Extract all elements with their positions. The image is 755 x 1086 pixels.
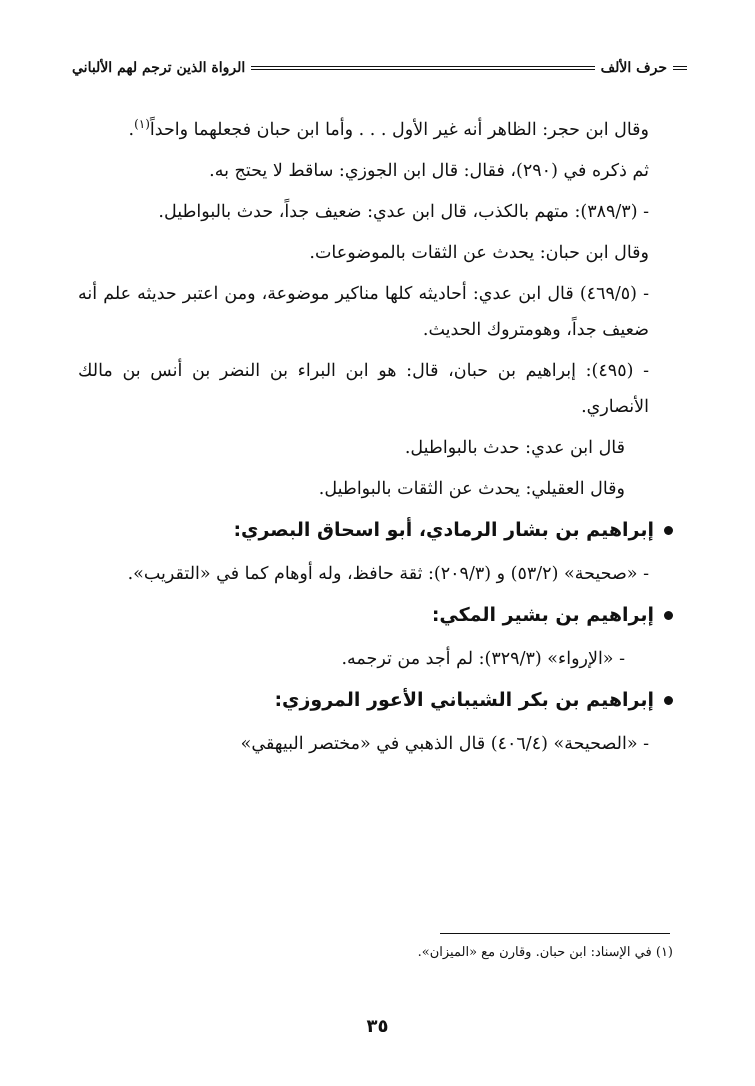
entry-title: إبراهيم بن بشار الرمادي، أبو اسحاق البصري: [233, 519, 654, 541]
bullet-icon [664, 526, 673, 535]
book-title: الرواة الذين ترجم لهم الألباني [72, 60, 246, 76]
bullet-icon [664, 696, 673, 705]
running-header [72, 56, 687, 80]
paragraph [78, 112, 673, 148]
paragraph: ثم ذكره في (٢٩٠)، فقال: قال ابن الجوزي: ساقط لا يحتج به. [209, 161, 649, 181]
paragraph: - «الإرواء» (٣٢٩/٣): لم أجد من ترجمه. [341, 649, 625, 669]
bullet-icon [664, 611, 673, 620]
paragraph: - «صحيحة» (٥٣/٢) و (٢٠٩/٣): ثقة حافظ، وله أوهام كما في «التقريب». [127, 564, 649, 584]
paragraph-text: وقال ابن حجر: الظاهر أنه غير الأول . . . وأما ابن حبان فجعلهما واحداً [149, 120, 649, 140]
paragraph-end: . [128, 120, 135, 140]
paragraph: قال ابن عدي: حدث بالبواطيل. [404, 438, 625, 458]
main-text [78, 112, 673, 767]
header-rule-short [673, 66, 687, 70]
page-number: ٣٥ [366, 1016, 389, 1037]
chapter-title: حرف الألف [600, 60, 667, 76]
entry-title: إبراهيم بن بكر الشيباني الأعور المروزي: [274, 689, 654, 711]
entry-heading [78, 512, 673, 548]
entry-title: إبراهيم بن بشير المكي: [431, 604, 654, 626]
paragraph: وقال العقيلي: يحدث عن الثقات بالبواطيل. [318, 479, 625, 499]
footnote: (١) في الإسناد: ابن حبان. وقارن مع «الميزان». [417, 945, 673, 960]
paragraph: - (٤٦٩/٥) قال ابن عدي: أحاديثه كلها مناكير موضوعة، ومن اعتبر حديثه علم أنه ضعيف جداً، وهومتروك الحديث. [78, 284, 649, 340]
paragraph: وقال ابن حبان: يحدث عن الثقات بالموضوعات. [309, 243, 649, 263]
paragraph: - «الصحيحة» (٤٠٦/٤) قال الذهبي في «مختصر البيهقي» [240, 734, 649, 754]
entry-heading [78, 682, 673, 718]
footnote-separator [440, 933, 670, 934]
footnote-reference: (١) [134, 117, 150, 132]
paragraph: - (٤٩٥): إبراهيم بن حبان، قال: هو ابن البراء بن النضر بن أنس بن مالك الأنصاري. [78, 361, 649, 417]
header-rule-long [251, 66, 594, 70]
entry-heading [78, 597, 673, 633]
paragraph: - (٣٨٩/٣): متهم بالكذب، قال ابن عدي: ضعيف جداً، حدث بالبواطيل. [158, 202, 649, 222]
